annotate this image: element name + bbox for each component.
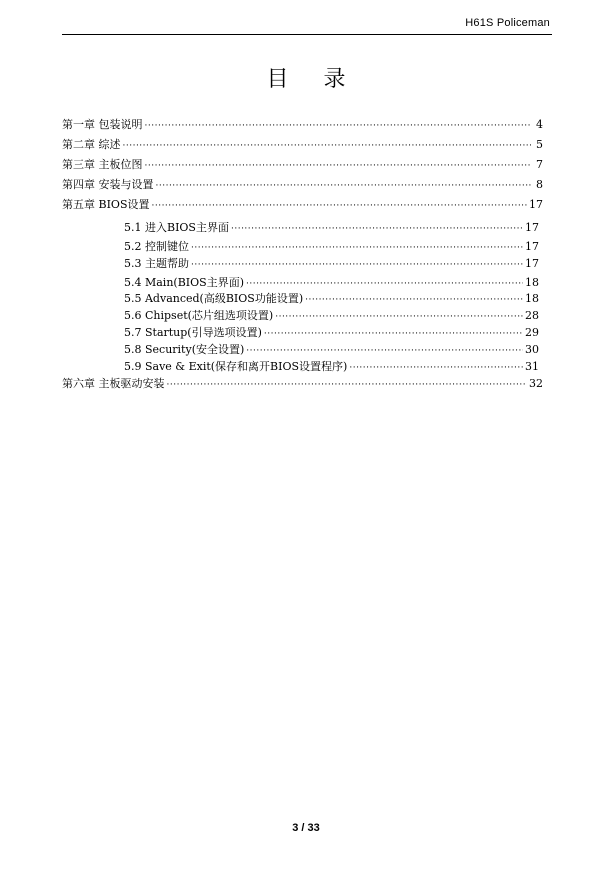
toc-entry-section-5-3[interactable] — [124, 257, 539, 270]
toc-entry-label: 5.8 Security(安全设置) — [124, 343, 245, 356]
dot-leader — [191, 259, 523, 272]
dot-leader — [167, 379, 528, 392]
toc-entry-section-5-9[interactable] — [124, 360, 539, 373]
toc-entry-page: 5 — [536, 138, 543, 151]
toc-entry-page: 17 — [525, 240, 539, 253]
toc-entry-section-5-4[interactable] — [124, 276, 539, 289]
toc-entry-label: 第四章 安装与设置 — [62, 178, 154, 191]
toc-entry-label: 5.3 主题帮助 — [124, 257, 189, 270]
toc-entry-chapter-6[interactable] — [62, 377, 543, 390]
dot-leader — [145, 160, 532, 173]
toc-entry-section-5-2[interactable] — [124, 240, 539, 253]
dot-leader — [123, 140, 532, 153]
toc-entry-label: 第五章 BIOS设置 — [62, 198, 150, 211]
toc-entry-section-5-7[interactable] — [124, 326, 539, 339]
toc-entry-label: 第一章 包装说明 — [62, 118, 143, 131]
toc-entry-page: 32 — [529, 377, 543, 390]
toc-entry-section-5-8[interactable] — [124, 343, 539, 356]
toc-entry-label: 5.9 Save & Exit(保存和离开BIOS设置程序) — [124, 360, 348, 373]
toc-entry-label: 5.6 Chipset(芯片组选项设置) — [124, 309, 274, 322]
toc-entry-page: 18 — [525, 292, 539, 305]
toc-entry-label: 第二章 综述 — [62, 138, 121, 151]
dot-leader — [275, 311, 523, 324]
dot-leader — [231, 223, 523, 236]
running-header: H61S Policeman — [465, 17, 550, 29]
toc-entry-chapter-3[interactable] — [62, 158, 543, 171]
toc-entry-label: 5.2 控制键位 — [124, 240, 189, 253]
dot-leader — [264, 328, 523, 341]
toc-entry-chapter-1[interactable] — [62, 118, 543, 131]
toc-entry-page: 31 — [525, 360, 539, 373]
page-number: 3 / 33 — [292, 822, 320, 834]
toc-entry-page: 4 — [536, 118, 543, 131]
toc-entry-section-5-1[interactable] — [124, 221, 539, 234]
toc-entry-label: 第三章 主板位图 — [62, 158, 143, 171]
toc-entry-section-5-6[interactable] — [124, 309, 539, 322]
toc-entry-page: 7 — [536, 158, 543, 171]
toc-entry-page: 8 — [536, 178, 543, 191]
dot-leader — [145, 120, 532, 133]
toc-entry-page: 30 — [525, 343, 539, 356]
dot-leader — [151, 200, 527, 213]
dot-leader — [156, 180, 532, 193]
toc-entry-page: 18 — [525, 276, 539, 289]
toc-entry-page: 17 — [525, 221, 539, 234]
dot-leader — [305, 294, 523, 307]
toc-entry-page: 29 — [525, 326, 539, 339]
toc-entry-label: 第六章 主板驱动安装 — [62, 377, 165, 390]
toc-entry-label: 5.4 Main(BIOS主界面) — [124, 276, 244, 289]
toc-entry-label: 5.1 进入BIOS主界面 — [124, 221, 229, 234]
toc-entry-chapter-4[interactable] — [62, 178, 543, 191]
dot-leader — [191, 242, 523, 255]
toc-entry-page: 28 — [525, 309, 539, 322]
toc-entry-chapter-5[interactable] — [62, 198, 543, 211]
dot-leader — [349, 362, 523, 375]
toc-entry-section-5-5[interactable] — [124, 292, 539, 305]
header-rule — [62, 34, 552, 35]
toc-entry-label: 5.7 Startup(引导选项设置) — [124, 326, 262, 339]
toc-entry-chapter-2[interactable] — [62, 138, 543, 151]
toc-entry-label: 5.5 Advanced(高级BIOS功能设置) — [124, 292, 304, 305]
dot-leader — [246, 345, 523, 358]
page-title: 目 录 — [266, 67, 360, 92]
toc-entry-page: 17 — [529, 198, 543, 211]
dot-leader — [246, 278, 523, 291]
toc-entry-page: 17 — [525, 257, 539, 270]
